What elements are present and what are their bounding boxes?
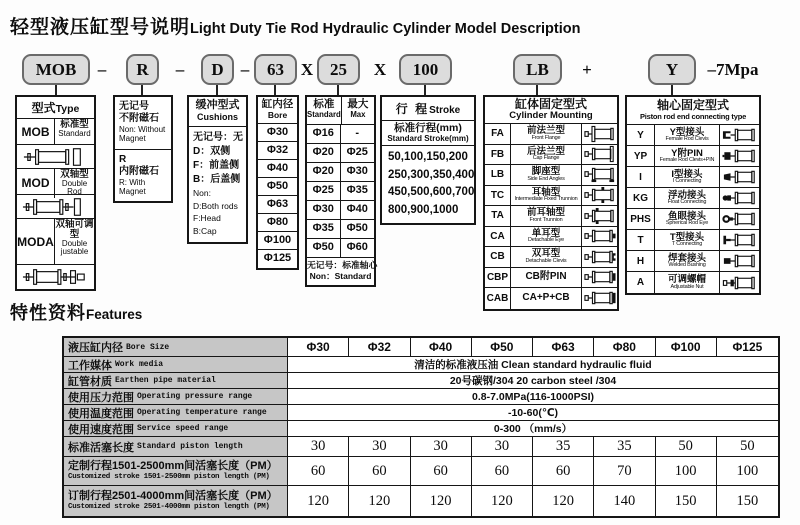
mounting-row-lb: LB 脚座型 Side End Angles	[485, 165, 617, 186]
connector-line	[55, 85, 57, 95]
code-box-rod: 25	[317, 54, 360, 85]
code-box-bore: 63	[254, 54, 297, 85]
cushions-header: 缓冲型式 Cushions	[189, 97, 246, 127]
cylinder-drawing-moda	[17, 265, 94, 289]
rod-end-row-phs: PHS 鱼眼接头 Spherical Rod Eye	[627, 209, 759, 230]
bore-value: Φ32	[258, 142, 297, 160]
rod-end-row-y: Y Y型接头 Female Rod Clevis	[627, 125, 759, 146]
cylinder-icon-fb	[581, 145, 617, 165]
code-dash-3: –	[240, 60, 250, 79]
type-table	[15, 95, 96, 291]
rod-end-icon-kg	[719, 188, 759, 208]
cylinder-drawing-mod	[17, 195, 94, 219]
rod-end-icon-t	[719, 230, 759, 250]
features-row-material: 缸管材质 Earthen pipe material 20号碳钢/304 20 carbon steel /304	[64, 373, 778, 389]
rod-header-max: 最大 Max	[347, 98, 369, 119]
bore-table	[256, 95, 299, 270]
stroke-values: 50,100,150,200 250,300,350,400 450,500,600,700 800,900,1000	[388, 151, 475, 216]
code-suffix: –7Mpa	[707, 60, 759, 79]
type-row-moda	[17, 219, 94, 265]
bore-header: 缸内径 Bore	[258, 97, 297, 124]
bore-value: Φ30	[258, 124, 297, 142]
rod-end-row-a: A 可调螺帽 Adjustable Nut	[627, 272, 759, 293]
bore-value: Φ100	[258, 232, 297, 250]
page-title-en: Light Duty Tie Rod Hydraulic Cylinder Model Description	[190, 21, 581, 37]
code-x-2: X	[373, 60, 387, 79]
rod-row: Φ30 Φ40	[307, 201, 374, 220]
rod-row: Φ25 Φ35	[307, 182, 374, 201]
code-box-cushion: D	[201, 54, 234, 85]
cylinder-icon-ca	[581, 227, 617, 247]
page-title	[10, 12, 580, 39]
bore-value: Φ80	[258, 214, 297, 232]
type-row-mod	[17, 169, 94, 195]
rod-row: Φ20 Φ25	[307, 144, 374, 163]
magnet-option-r: R 内附磁石 R: With Magnet	[119, 154, 159, 197]
cylinder-icon-cb	[581, 247, 617, 267]
rod-end-row-kg: KG 浮动接头 Float Connecting	[627, 188, 759, 209]
connector-line	[337, 85, 339, 95]
mounting-table	[483, 95, 619, 311]
type-name: 双轴型 Double Rod	[60, 169, 89, 197]
type-header-en: Type	[55, 103, 80, 115]
rod-end-row-t: T T型接头 T Connecting	[627, 230, 759, 251]
code-box-stroke: 100	[399, 54, 452, 85]
rod-row: Φ50 Φ60	[307, 239, 374, 258]
code-x-1: X	[300, 60, 314, 79]
rod-footnote: 无记号：标准轴心 Non：Standard	[307, 260, 378, 281]
rod-end-header: 轴心固定型式 Piston rod end connecting type	[627, 97, 759, 125]
cushions-table	[187, 95, 248, 244]
code-dash-1: –	[97, 60, 107, 79]
cylinder-icon-cab	[581, 288, 617, 309]
rod-end-icon-y	[719, 125, 759, 145]
rod-row: Φ35 Φ50	[307, 220, 374, 239]
code-box-series: MOB	[22, 54, 90, 85]
connector-line	[274, 85, 276, 95]
rod-header	[307, 97, 374, 125]
rod-row: Φ16 -	[307, 125, 374, 144]
rod-header-standard: 标准 Standard	[307, 97, 342, 124]
features-row-piston-length: 标准活塞长度 Standard piston length 30 30 30 30 35 35 50 50	[64, 437, 778, 457]
bore-value: Φ125	[263, 252, 292, 264]
type-name: 双轴可调型 Double justable	[55, 219, 94, 257]
mounting-row-cbp: CBP CB附PIN	[485, 268, 617, 289]
code-box-rodend: Y	[648, 54, 696, 85]
connector-line	[141, 85, 143, 95]
code-plus: +	[582, 60, 592, 79]
mounting-header: 缸体固定型式 Cylinder Mounting	[485, 97, 617, 124]
cylinder-icon-ta	[581, 206, 617, 226]
bore-value: Φ50	[258, 178, 297, 196]
type-code: MOD	[17, 169, 55, 198]
magnet-option-none: 无记号 不附磁石 Non: Without Magnet	[115, 97, 171, 150]
features-row-custom-1501-2500: 定制行程1501-2500mm间活塞长度（PM） Customized stroke 1501-2500mm piston length (PM) 60 60 60 60 60 70 100 100	[64, 457, 778, 486]
mounting-row-tc: TC 耳轴型 Intermediate Fixed Trunnion	[485, 186, 617, 207]
connector-line	[216, 85, 218, 95]
features-row-media: 工作媒体 Work media 清洁的标准液压油 Clean standard hydraulic fluid	[64, 357, 778, 373]
type-row-mob	[17, 119, 94, 145]
mounting-row-fa: FA 前法兰型 Front Flange	[485, 124, 617, 145]
code-box-mounting: LB	[513, 54, 562, 85]
page-title-zh: 轻型液压缸型号说明	[10, 17, 191, 38]
features-row-custom-2501-4000: 订制行程2501-4000mm间活塞长度（PM） Customized stroke 2501-4000mm piston length (PM) 120 120 120 120 120 140 150 150	[64, 486, 778, 516]
type-code: MODA	[17, 219, 55, 264]
rod-end-icon-yp	[719, 146, 759, 166]
rod-end-icon-a	[719, 272, 759, 293]
bore-value: Φ40	[258, 160, 297, 178]
rod-end-icon-phs	[719, 209, 759, 229]
code-dash-2: –	[175, 60, 185, 79]
connector-line	[671, 85, 673, 95]
features-row-pressure: 使用压力范围 Operating pressure range 0.8-7.0MPa(116-1000PSI)	[64, 389, 778, 405]
stroke-header: 行 程Stroke	[382, 97, 474, 121]
cylinder-icon-tc	[581, 186, 617, 206]
features-row-temperature: 使用温度范围 Operating temperature range -10-60(℃)	[64, 405, 778, 421]
cylinder-drawing-mob	[17, 145, 94, 169]
stroke-subheader: 标准行程(mm) Standard Stroke(mm)	[382, 121, 474, 146]
features-title-en: Features	[86, 307, 143, 322]
connector-line	[424, 85, 426, 95]
code-box-magnet: R	[126, 54, 159, 85]
type-table-header	[17, 97, 94, 119]
rod-diameter-table	[305, 95, 376, 287]
features-row-speed: 使用速度范围 Service speed range 0-300 （mm/s）	[64, 421, 778, 437]
type-name: 标准型 Standard	[58, 119, 91, 138]
type-code: MOB	[17, 119, 55, 144]
rod-end-icon-h	[719, 251, 759, 271]
cylinder-icon-fa	[581, 124, 617, 144]
features-table	[62, 336, 780, 518]
cushions-body: 无记号：无 D：双侧 F：前盖侧 B：后盖侧 Non: D:Both rods F:Head B:Cap	[193, 132, 243, 236]
type-header-zh: 型式	[31, 101, 56, 115]
mounting-row-ca: CA 单耳型 Detachable Eye	[485, 227, 617, 248]
cylinder-icon-cbp	[581, 268, 617, 288]
mounting-row-ta: TA 前耳轴型 Front Trunnion	[485, 206, 617, 227]
rod-end-row-i: I I型接头 I Connecting	[627, 167, 759, 188]
rod-end-table	[625, 95, 761, 295]
mounting-row-fb: FB 后法兰型 Cap Flange	[485, 145, 617, 166]
rod-end-icon-i	[719, 167, 759, 187]
mounting-row-cb: CB 双耳型 Detachable Clevis	[485, 247, 617, 268]
features-row-bore: 液压缸内径 Bore Size Φ30 Φ32 Φ40 Φ50 Φ63 Φ80 Φ100 Φ125	[64, 338, 778, 357]
rod-row: Φ20 Φ30	[307, 163, 374, 182]
cylinder-icon-lb	[581, 165, 617, 185]
stroke-table	[380, 95, 476, 225]
mounting-row-cab: CAB CA+P+CB	[485, 288, 617, 309]
rod-end-row-yp: YP Y附PIN Female Rod Clevis+PIN	[627, 146, 759, 167]
features-title-zh: 特性资料	[10, 303, 86, 323]
connector-line	[536, 85, 538, 95]
magnet-table	[113, 95, 173, 203]
features-title	[10, 299, 142, 325]
rod-end-row-h: H 焊套接头 Welded Bushing	[627, 251, 759, 272]
bore-value: Φ63	[258, 196, 297, 214]
